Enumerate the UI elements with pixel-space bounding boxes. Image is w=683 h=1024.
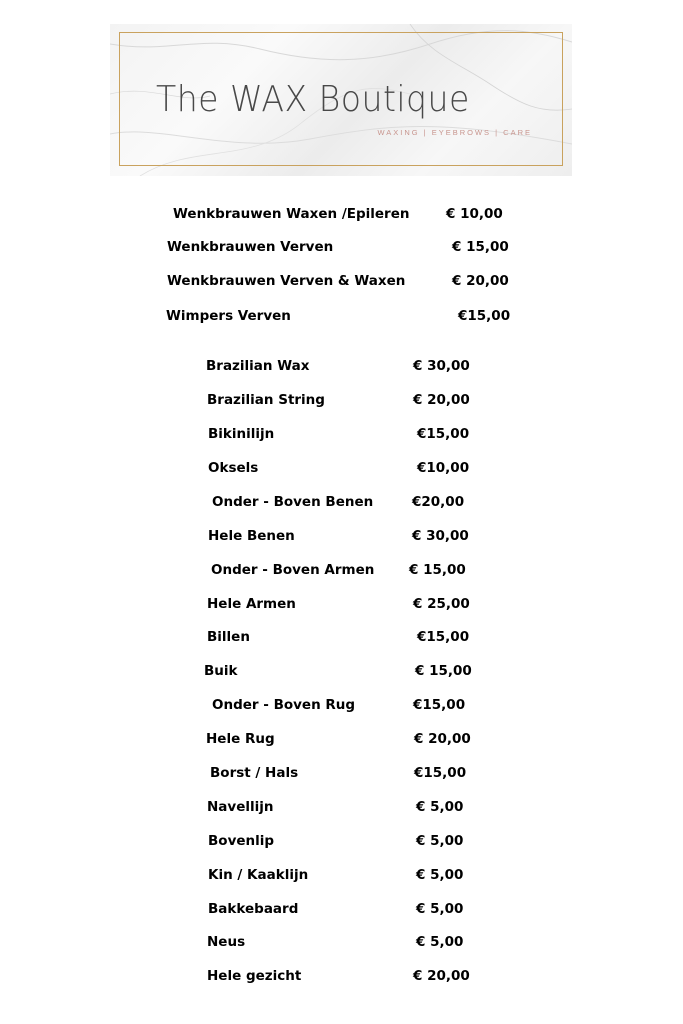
price-row	[0, 306, 683, 326]
service-name: Wimpers Verven	[166, 308, 291, 324]
price-row	[0, 237, 683, 257]
price-row	[0, 356, 683, 376]
service-price: € 5,00	[416, 833, 464, 849]
service-price: € 5,00	[416, 934, 464, 950]
service-name: Billen	[207, 629, 250, 645]
service-price: €10,00	[417, 460, 470, 476]
service-price: €15,00	[458, 308, 511, 324]
service-name: Hele Rug	[206, 731, 275, 747]
price-row	[0, 763, 683, 783]
service-name: Onder - Boven Benen	[212, 494, 374, 510]
price-row	[0, 390, 683, 410]
logo-tagline: WAXING | EYEBROWS | CARE	[377, 128, 532, 137]
service-name: Borst / Hals	[210, 765, 299, 781]
price-row	[0, 729, 683, 749]
service-name: Brazilian String	[207, 392, 325, 408]
service-price: € 30,00	[413, 358, 470, 374]
price-row	[0, 458, 683, 478]
service-name: Hele Armen	[207, 596, 296, 612]
price-row	[0, 492, 683, 512]
logo-banner	[110, 24, 572, 176]
service-name: Brazilian Wax	[206, 358, 310, 374]
price-row	[0, 831, 683, 851]
service-price: € 20,00	[413, 392, 470, 408]
service-price: €15,00	[413, 697, 466, 713]
service-price: € 20,00	[452, 273, 509, 289]
logo-title: The WAX Boutique	[156, 79, 470, 120]
price-row	[0, 966, 683, 986]
service-name: Wenkbrauwen Verven	[167, 239, 334, 255]
service-name: Bikinilijn	[208, 426, 275, 442]
price-row	[0, 695, 683, 715]
service-price: € 15,00	[452, 239, 509, 255]
service-name: Neus	[207, 934, 246, 950]
price-row	[0, 526, 683, 546]
service-name: Bakkebaard	[208, 901, 299, 917]
service-price: € 20,00	[413, 968, 470, 984]
service-name: Hele gezicht	[207, 968, 302, 984]
price-row	[0, 899, 683, 919]
service-name: Oksels	[208, 460, 259, 476]
service-name: Onder - Boven Armen	[211, 562, 375, 578]
service-price: € 10,00	[446, 206, 503, 222]
service-name: Wenkbrauwen Verven & Waxen	[167, 273, 406, 289]
price-row	[0, 424, 683, 444]
service-name: Buik	[204, 663, 238, 679]
price-row	[0, 204, 683, 224]
service-price: € 5,00	[416, 799, 464, 815]
price-row	[0, 627, 683, 647]
service-price: € 15,00	[409, 562, 466, 578]
service-name: Navellijn	[207, 799, 274, 815]
service-price: € 5,00	[416, 867, 464, 883]
price-row	[0, 865, 683, 885]
price-row	[0, 932, 683, 952]
price-row	[0, 797, 683, 817]
price-row	[0, 661, 683, 681]
service-price: € 5,00	[416, 901, 464, 917]
price-row	[0, 594, 683, 614]
service-price: €15,00	[417, 629, 470, 645]
service-name: Hele Benen	[208, 528, 295, 544]
service-price: €15,00	[417, 426, 470, 442]
service-price: €15,00	[414, 765, 467, 781]
service-price: € 20,00	[414, 731, 471, 747]
service-name: Bovenlip	[208, 833, 275, 849]
service-name: Kin / Kaaklijn	[208, 867, 309, 883]
price-row	[0, 560, 683, 580]
service-name: Onder - Boven Rug	[212, 697, 356, 713]
service-price: € 30,00	[412, 528, 469, 544]
service-price: € 15,00	[415, 663, 472, 679]
service-name: Wenkbrauwen Waxen /Epileren	[173, 206, 410, 222]
service-price: €20,00	[412, 494, 465, 510]
price-row	[0, 271, 683, 291]
service-price: € 25,00	[413, 596, 470, 612]
